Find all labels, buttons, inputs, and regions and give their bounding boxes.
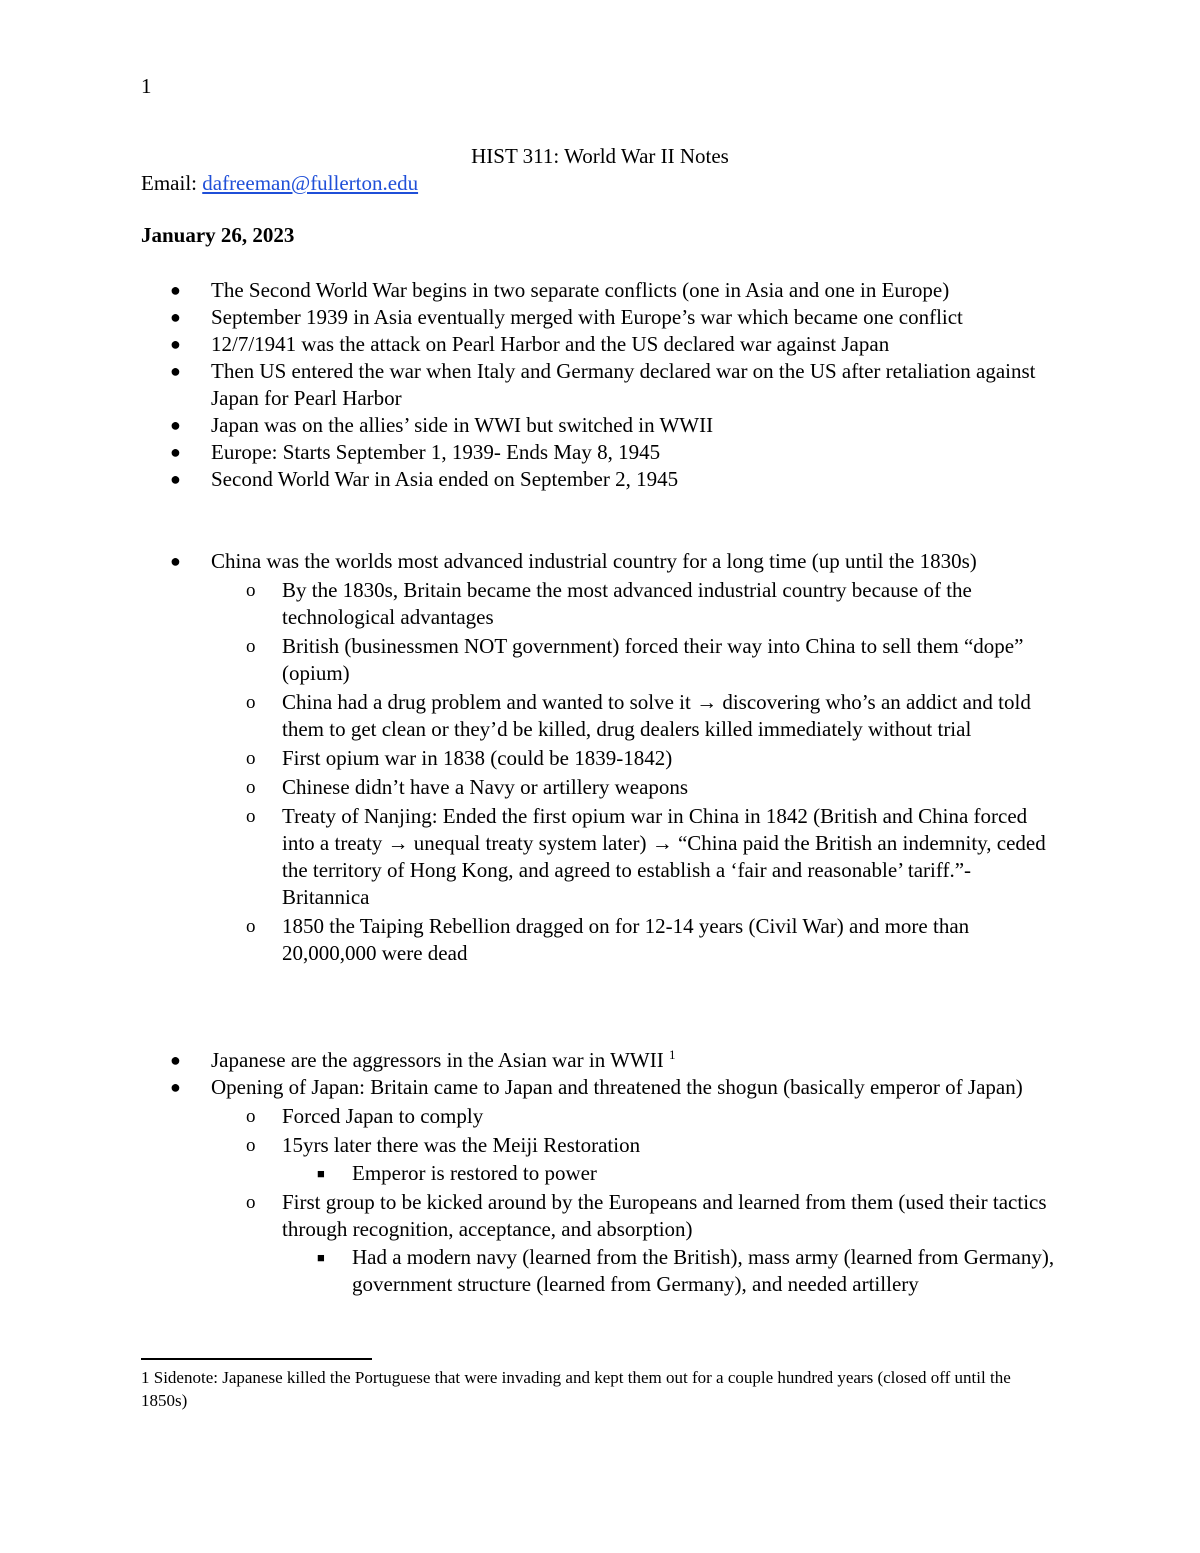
list-item-text: Japan was on the allies’ side in WWI but switched in WWII bbox=[211, 413, 714, 437]
sub-list-item bbox=[0, 774, 1061, 801]
sub-list-item-text: First group to be kicked around by the Europeans and learned from them (used their tactics through recognition, acceptance, and absorption) bbox=[282, 1190, 1047, 1241]
square-bullet-icon: ■ bbox=[317, 1250, 325, 1265]
footnote-reference[interactable]: 1 bbox=[668, 1047, 676, 1062]
circle-bullet-icon: o bbox=[246, 1106, 256, 1127]
circle-bullet-icon: o bbox=[246, 916, 256, 937]
circle-bullet-icon: o bbox=[246, 806, 256, 827]
list-item bbox=[0, 439, 1061, 466]
list-item bbox=[0, 304, 1061, 331]
list-item-text: Second World War in Asia ended on September 2, 1945 bbox=[211, 467, 679, 491]
list-item-text: Japanese are the aggressors in the Asian war in WWII bbox=[211, 1048, 664, 1072]
document-title: HIST 311: World War II Notes bbox=[471, 144, 729, 168]
sub-sub-list-item-text: Had a modern navy (learned from the British), mass army (learned from Germany), government structure (learned from Germany), and needed artillery bbox=[352, 1245, 1055, 1296]
bullet-icon: ● bbox=[170, 442, 181, 462]
sub-list-item bbox=[0, 1189, 1061, 1243]
footnote: 1 Sidenote: Japanese killed the Portuguese that were invading and kept them out for a couple hundred years (closed off until the 1850s) bbox=[141, 1368, 1011, 1410]
bullet-icon: ● bbox=[170, 415, 181, 435]
date-heading: January 26, 2023 bbox=[141, 223, 295, 247]
list-item bbox=[0, 548, 1061, 575]
sub-sub-list-item bbox=[0, 1244, 1061, 1298]
bullet-icon: ● bbox=[170, 361, 181, 381]
sub-list-item-text: Chinese didn’t have a Navy or artillery weapons bbox=[282, 775, 689, 799]
page-number: 1 bbox=[141, 74, 152, 98]
email-label: Email: bbox=[141, 171, 197, 195]
circle-bullet-icon: o bbox=[246, 777, 256, 798]
circle-bullet-icon: o bbox=[246, 1135, 256, 1156]
list-item-text: Opening of Japan: Britain came to Japan and threatened the shogun (basically emperor of Japan) bbox=[211, 1075, 1023, 1099]
sub-list-item bbox=[0, 1132, 1061, 1159]
notes-list-section1 bbox=[0, 277, 1200, 493]
circle-bullet-icon: o bbox=[246, 636, 256, 657]
circle-bullet-icon: o bbox=[246, 748, 256, 769]
sub-list-item-text: China had a drug problem and wanted to solve it → discovering who’s an addict and told them to get clean or they’d be killed, drug dealers killed immediately without trial bbox=[282, 690, 1031, 741]
square-bullet-icon: ■ bbox=[317, 1166, 325, 1181]
list-item-text: Then US entered the war when Italy and Germany declared war on the US after retaliation against Japan for Pearl Harbor bbox=[211, 359, 1036, 410]
bullet-icon: ● bbox=[170, 307, 181, 327]
list-item-text: China was the worlds most advanced industrial country for a long time (up until the 1830s) bbox=[211, 549, 977, 573]
list-item bbox=[0, 331, 1061, 358]
sub-list-item bbox=[0, 577, 1061, 631]
notes-list-section2 bbox=[0, 548, 1200, 967]
sub-list-item bbox=[0, 1103, 1061, 1130]
notes-list-section3 bbox=[0, 1047, 1200, 1298]
list-item bbox=[0, 1074, 1061, 1101]
email-line bbox=[141, 171, 418, 196]
sub-list-item-text: Treaty of Nanjing: Ended the first opium war in China in 1842 (British and China forced into a treaty → unequal treaty system later) → “China paid the British an indemnity, ceded the territory of Hong Kong, and agreed to establish a ‘fair and reasonable’ tariff.”- Britannica bbox=[282, 804, 1046, 909]
circle-bullet-icon: o bbox=[246, 1192, 256, 1213]
email-link[interactable]: dafreeman@fullerton.edu bbox=[202, 171, 419, 195]
list-item-text: September 1939 in Asia eventually merged with Europe’s war which became one conflict bbox=[211, 305, 963, 329]
list-item-text: The Second World War begins in two separate conflicts (one in Asia and one in Europe) bbox=[211, 278, 950, 302]
bullet-icon: ● bbox=[170, 1077, 181, 1097]
sub-sub-list-item bbox=[0, 1160, 1061, 1187]
sub-list-item bbox=[0, 913, 1061, 967]
sub-list-item-text: First opium war in 1838 (could be 1839-1842) bbox=[282, 746, 673, 770]
list-item bbox=[0, 1047, 1061, 1074]
sub-sub-list-item-text: Emperor is restored to power bbox=[352, 1161, 597, 1185]
circle-bullet-icon: o bbox=[246, 692, 256, 713]
sub-list-item bbox=[0, 689, 1061, 743]
list-item bbox=[0, 277, 1061, 304]
bullet-icon: ● bbox=[170, 280, 181, 300]
bullet-icon: ● bbox=[170, 551, 181, 571]
list-item bbox=[0, 466, 1061, 493]
bullet-icon: ● bbox=[170, 1050, 181, 1070]
sub-list-item-text: 1850 the Taiping Rebellion dragged on for 12-14 years (Civil War) and more than 20,000,000 were dead bbox=[282, 914, 970, 965]
list-item-text: Europe: Starts September 1, 1939- Ends May 8, 1945 bbox=[211, 440, 661, 464]
circle-bullet-icon: o bbox=[246, 580, 256, 601]
sub-list-item-text: British (businessmen NOT government) forced their way into China to sell them “dope” (opium) bbox=[282, 634, 1024, 685]
sub-list-item-text: By the 1830s, Britain became the most advanced industrial country because of the technological advantages bbox=[282, 578, 972, 629]
bullet-icon: ● bbox=[170, 334, 181, 354]
list-item bbox=[0, 412, 1061, 439]
sub-list-item bbox=[0, 803, 1061, 911]
bullet-icon: ● bbox=[170, 469, 181, 489]
footnote-separator bbox=[141, 1358, 372, 1360]
sub-list-item-text: Forced Japan to comply bbox=[282, 1104, 484, 1128]
list-item-text: 12/7/1941 was the attack on Pearl Harbor and the US declared war against Japan bbox=[211, 332, 890, 356]
list-item bbox=[0, 358, 1061, 412]
sub-list-item bbox=[0, 745, 1061, 772]
sub-list-item-text: 15yrs later there was the Meiji Restoration bbox=[282, 1133, 641, 1157]
sub-list-item bbox=[0, 633, 1061, 687]
